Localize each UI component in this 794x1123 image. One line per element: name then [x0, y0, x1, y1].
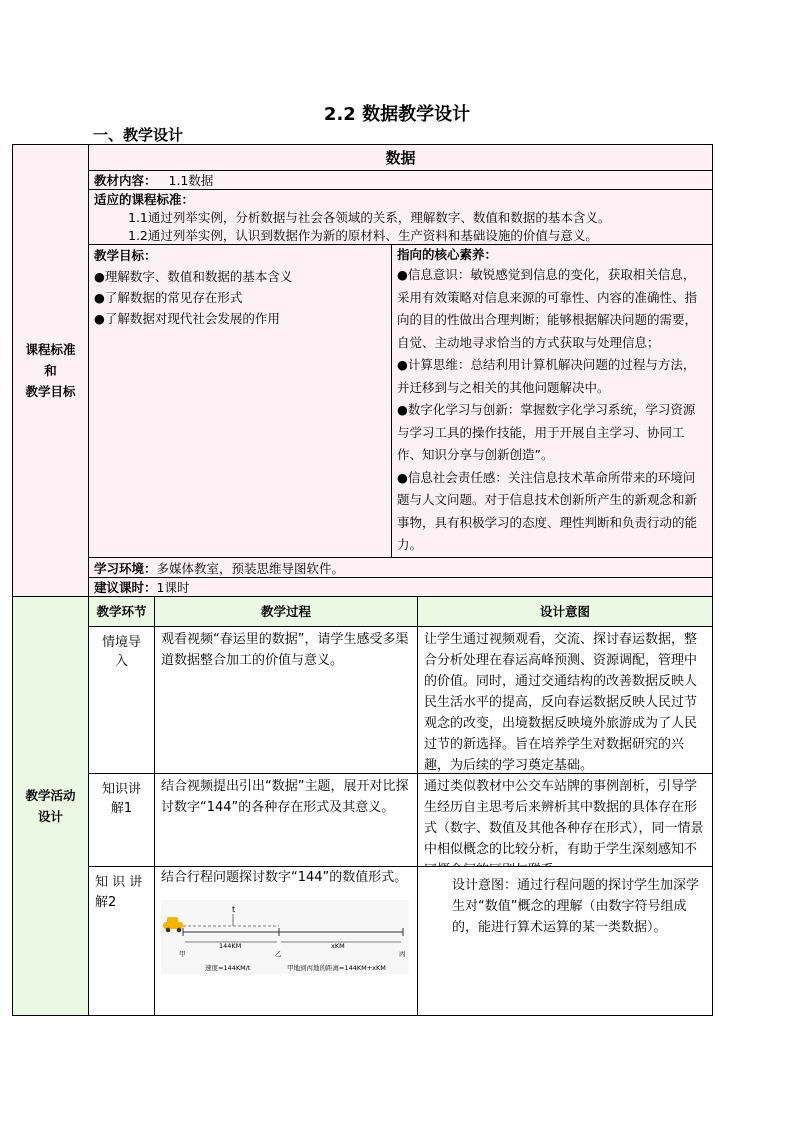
topic-cell: 数据 [88, 144, 713, 171]
label-standards-goals [12, 144, 89, 597]
literacy-item: ●信息意识：敏锐感觉到信息的变化，获取相关信息，采用有效策略对信息来源的可靠性、内容的准确性、指向的目的性做出合理判断；能够根据解决问题的需要，自觉、主动地寻求恰当的方式获取与处理信息； [397, 267, 698, 350]
literacy-label: 指向的核心素养： [397, 247, 498, 262]
section-title: 一、教学设计 [93, 126, 184, 144]
point-jia: 甲 [179, 950, 186, 958]
process-cell: 结合行程问题探讨数字“144”的数值形式。 [154, 866, 418, 1016]
header-stage: 教学环节 [88, 596, 155, 627]
literacy-cell [391, 244, 713, 558]
hours-row [88, 577, 713, 597]
environment-value: 多媒体教室，预装思维导图软件。 [156, 561, 345, 576]
segment-1-label: 144KM [219, 942, 242, 950]
label-line: 和 [44, 363, 57, 378]
stage-cell: 知识讲解1 [88, 773, 155, 867]
distance-formula: 甲地到丙地的距离=144KM+xKM [287, 964, 386, 972]
process-cell: 结合视频提出引出“数据”主题，展开对比探讨数字“144”的各种存在形式及其意义。 [154, 773, 418, 867]
hours-value: 1课时 [156, 580, 190, 595]
header-intent: 设计意图 [417, 596, 713, 627]
material-row [88, 170, 713, 190]
label-activity-design [12, 596, 89, 1016]
time-label: t [232, 905, 236, 914]
material-label: 教材内容： [94, 173, 157, 188]
intent-cell: 让学生通过视频观看，交流、探讨春运数据，整合分析处理在春运高峰预测、资源调配，管理中的价值。同时，通过交通结构的改善数据反映人民生活水平的提高，反向春运数据反映人民过节观念的改变，出境数据反映境外旅游成为了人民过节的新选择。旨在培养学生对数据研究的兴趣，为后续的学习奠定基础。 [417, 626, 713, 774]
goals-cell [88, 244, 392, 558]
environment-label: 学习环境： [94, 561, 157, 576]
goal-item: ●了解数据对现代社会发展的作用 [94, 311, 280, 326]
document-title: 2.2 数据教学设计 [323, 104, 471, 125]
hours-label: 建议课时： [94, 580, 157, 595]
stage-cell: 情境导入 [88, 626, 155, 774]
literacy-item: ●计算思维：总结利用计算机解决问题的过程与方法，并迁移到与之相关的其他问题解决中。 [397, 357, 696, 395]
intent-cell: 设计意图：通过行程问题的探讨学生加深学生对“数值”概念的理解（由数字符号组成的，能进行算术运算的某一类数据）。 [417, 866, 713, 1016]
process-cell: 观看视频“春运里的数据”，请学生感受多渠道数据整合加工的价值与意义。 [154, 626, 418, 774]
standards-label: 适应的课程标准： [94, 192, 195, 207]
standard-item: 1.2通过列举实例，认识到数据作为新的原材料、生产资料和基础设施的价值与意义。 [128, 228, 598, 243]
material-value: 1.1数据 [168, 173, 214, 188]
standards-cell [88, 189, 713, 245]
standard-item: 1.1通过列举实例，分析数据与社会各领域的关系，理解数字、数值和数据的基本含义。 [128, 210, 611, 225]
goal-item: ●了解数据的常见存在形式 [94, 290, 243, 305]
goals-label: 教学目标： [94, 248, 157, 263]
label-line: 教学目标 [25, 384, 76, 399]
literacy-item: ●数字化学习与创新：掌握数字化学习系统，学习资源与学习工具的操作技能，用于开展自主学习、协同工作、知识分享与创新创造”。 [397, 402, 696, 462]
literacy-item: ●信息社会责任感：关注信息技术革命所带来的环境问题与人文问题。对于信息技术创新所产生的新观念和新事物，具有积极学习的态度、理性判断和负责行动的能力。 [397, 469, 698, 552]
label-line: 教学活动 [25, 788, 76, 803]
intent-cell: 通过类似教材中公交车站牌的事例剖析，引导学生经历自主思考后来辨析其中数据的具体存在形式（数字、数值及其他各种存在形式），同一情景中相似概念的比较分析，有助于学生深刻感知不 [417, 773, 713, 867]
label-line: 设计 [37, 809, 63, 824]
stage-cell: 知 识 讲解2 [88, 866, 155, 1016]
environment-row [88, 557, 713, 578]
point-bing: 丙 [399, 950, 406, 958]
point-yi: 乙 [275, 950, 282, 958]
label-line: 课程标准 [25, 342, 76, 357]
goal-item: ●理解数字、数值和数据的基本含义 [94, 269, 293, 284]
travel-diagram [161, 900, 409, 974]
header-process: 教学过程 [154, 596, 418, 627]
speed-formula: 速度=144KM/t [205, 964, 251, 972]
segment-2-label: xKM [331, 942, 345, 950]
